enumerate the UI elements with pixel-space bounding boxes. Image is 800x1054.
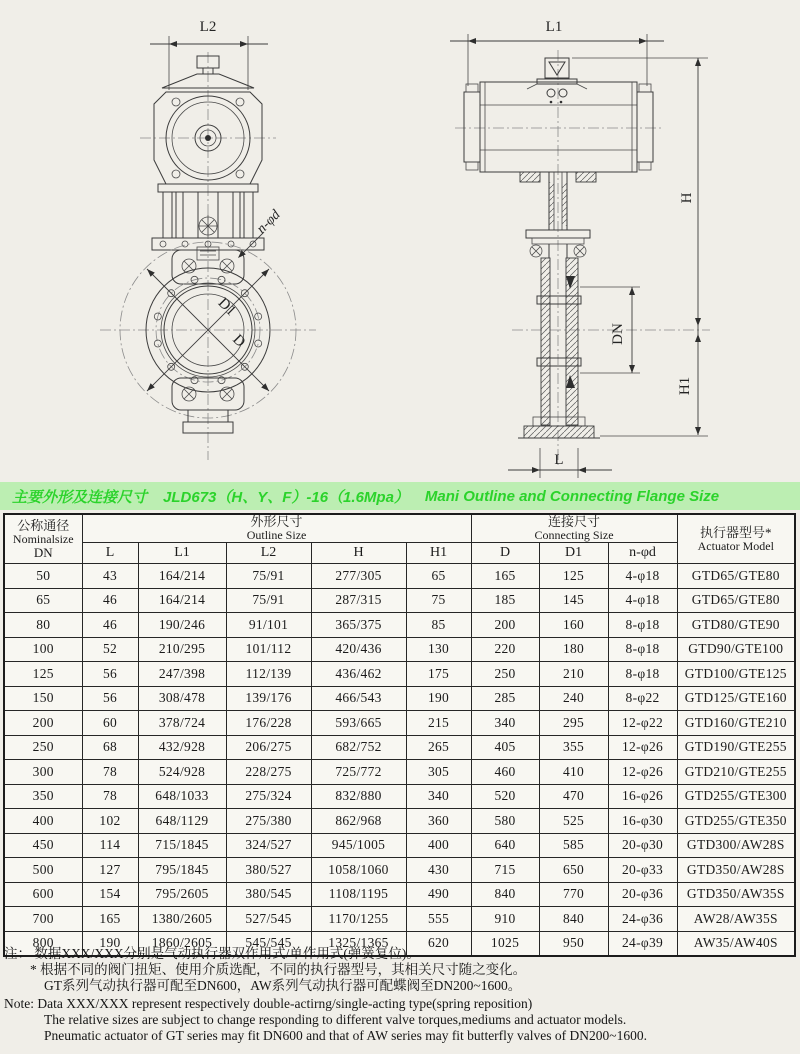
- table-cell: 600: [4, 882, 82, 907]
- table-cell: 210: [539, 662, 608, 687]
- table-cell: 150: [4, 686, 82, 711]
- table-cell: 580: [471, 809, 539, 834]
- table-row: [4, 760, 795, 785]
- table-cell: 650: [539, 858, 608, 883]
- table-cell: 450: [4, 833, 82, 858]
- table-cell: AW35/AW40S: [677, 931, 795, 956]
- table-cell: 285: [471, 686, 539, 711]
- table-cell: 380/545: [226, 882, 311, 907]
- table-cell: 164/214: [138, 588, 226, 613]
- table-cell: 420/436: [311, 637, 406, 662]
- table-cell: 24-φ36: [608, 907, 677, 932]
- table-cell: 247/398: [138, 662, 226, 687]
- table-cell: 545/545: [226, 931, 311, 956]
- table-cell: 277/305: [311, 564, 406, 589]
- dim-label-d1: D1: [214, 295, 239, 320]
- table-cell: 127: [82, 858, 138, 883]
- table-row: [4, 637, 795, 662]
- table-row: [4, 662, 795, 687]
- table-cell: 75: [406, 588, 471, 613]
- note-line-zh-3: GT系列气动执行器可配至DN600，AW系列气动执行器可配蝶阀至DN200~1600。: [44, 978, 522, 994]
- table-cell: 360: [406, 809, 471, 834]
- dim-label-h: H: [679, 192, 695, 204]
- table-cell: 65: [406, 564, 471, 589]
- table-cell: 365/375: [311, 613, 406, 638]
- table-cell: 350: [4, 784, 82, 809]
- table-cell: 154: [82, 882, 138, 907]
- table-cell: 139/176: [226, 686, 311, 711]
- table-cell: 52: [82, 637, 138, 662]
- table-cell: 355: [539, 735, 608, 760]
- table-cell: 16-φ26: [608, 784, 677, 809]
- table-cell: 340: [471, 711, 539, 736]
- table-cell: 862/968: [311, 809, 406, 834]
- table-cell: 4-φ18: [608, 564, 677, 589]
- table-cell: 114: [82, 833, 138, 858]
- dim-label-dn: DN: [610, 323, 626, 345]
- table-cell: 1325/1365: [311, 931, 406, 956]
- table-cell: 190: [82, 931, 138, 956]
- table-cell: 165: [471, 564, 539, 589]
- table-cell: GTD210/GTE255: [677, 760, 795, 785]
- table-cell: 265: [406, 735, 471, 760]
- table-cell: 165: [82, 907, 138, 932]
- header-actuator-model: [677, 514, 795, 564]
- table-cell: GTD80/GTE90: [677, 613, 795, 638]
- table-cell: 190/246: [138, 613, 226, 638]
- table-cell: GTD300/AW28S: [677, 833, 795, 858]
- table-cell: 593/665: [311, 711, 406, 736]
- table-cell: 950: [539, 931, 608, 956]
- table-cell: 215: [406, 711, 471, 736]
- table-cell: GTD190/GTE255: [677, 735, 795, 760]
- table-cell: 180: [539, 637, 608, 662]
- table-cell: 16-φ30: [608, 809, 677, 834]
- table-cell: 520: [471, 784, 539, 809]
- table-cell: 275/380: [226, 809, 311, 834]
- table-cell: 80: [4, 613, 82, 638]
- table-cell: 324/527: [226, 833, 311, 858]
- table-cell: 68: [82, 735, 138, 760]
- table-cell: 770: [539, 882, 608, 907]
- table-cell: 555: [406, 907, 471, 932]
- header-connecting-size: [471, 514, 677, 543]
- table-row: [4, 588, 795, 613]
- table-cell: 490: [406, 882, 471, 907]
- table-cell: 380/527: [226, 858, 311, 883]
- table-cell: 12-φ26: [608, 735, 677, 760]
- table-cell: 410: [539, 760, 608, 785]
- section-title-bar: [0, 482, 800, 510]
- table-cell: 400: [4, 809, 82, 834]
- note-line-zh-1: 注： 数据XXX/XXX分别是气动执行器双作用式/单作用式(弹簧复位)。: [4, 946, 420, 961]
- table-cell: 8-φ18: [608, 637, 677, 662]
- table-cell: 206/275: [226, 735, 311, 760]
- table-cell: 200: [4, 711, 82, 736]
- table-row: [4, 858, 795, 883]
- table-cell: 130: [406, 637, 471, 662]
- table-cell: 500: [4, 858, 82, 883]
- table-cell: 20-φ30: [608, 833, 677, 858]
- header-col-H: H: [311, 543, 406, 564]
- table-cell: 300: [4, 760, 82, 785]
- table-cell: 46: [82, 588, 138, 613]
- table-cell: 1380/2605: [138, 907, 226, 932]
- table-cell: 175: [406, 662, 471, 687]
- table-cell: 101/112: [226, 637, 311, 662]
- table-cell: GTD100/GTE125: [677, 662, 795, 687]
- table-row: [4, 711, 795, 736]
- header-actuator-zh: 执行器型号*: [700, 524, 772, 540]
- table-cell: 200: [471, 613, 539, 638]
- header-outline-en: Outline Size: [246, 528, 307, 542]
- table-cell: 78: [82, 784, 138, 809]
- dim-label-n-phi-d: n-φd: [254, 207, 284, 237]
- table-cell: AW28/AW35S: [677, 907, 795, 932]
- table-cell: 78: [82, 760, 138, 785]
- table-cell: 43: [82, 564, 138, 589]
- table-cell: 50: [4, 564, 82, 589]
- table-cell: 20-φ33: [608, 858, 677, 883]
- table-row: [4, 735, 795, 760]
- table-cell: GTD65/GTE80: [677, 588, 795, 613]
- table-cell: 250: [471, 662, 539, 687]
- table-cell: 1025: [471, 931, 539, 956]
- table-cell: 190: [406, 686, 471, 711]
- dim-label-h1: H1: [677, 376, 693, 396]
- dim-label-l1: L1: [545, 19, 563, 35]
- header-nominal-en: Nominalsize: [12, 531, 74, 546]
- header-col-H1: H1: [406, 543, 471, 564]
- table-cell: 945/1005: [311, 833, 406, 858]
- table-cell: 24-φ39: [608, 931, 677, 956]
- table-cell: 308/478: [138, 686, 226, 711]
- dimension-table: [3, 513, 796, 957]
- table-cell: 795/1845: [138, 858, 226, 883]
- header-col-D1: D1: [539, 543, 608, 564]
- table-cell: 20-φ36: [608, 882, 677, 907]
- table-cell: 700: [4, 907, 82, 932]
- title-model: JLD673（H、Y、F）-16（1.6Mpa）: [163, 488, 409, 506]
- table-cell: 832/880: [311, 784, 406, 809]
- header-col-n-phi-d: n-φd: [608, 543, 677, 564]
- table-cell: 648/1033: [138, 784, 226, 809]
- valve-technical-drawings: [0, 0, 800, 483]
- table-cell: 75/91: [226, 564, 311, 589]
- table-cell: 430: [406, 858, 471, 883]
- table-cell: 275/324: [226, 784, 311, 809]
- table-cell: 840: [471, 882, 539, 907]
- table-cell: 1108/1195: [311, 882, 406, 907]
- dim-label-d: D: [229, 331, 249, 351]
- table-cell: 295: [539, 711, 608, 736]
- table-cell: 1860/2605: [138, 931, 226, 956]
- table-cell: 1058/1060: [311, 858, 406, 883]
- dim-label-l: L: [554, 452, 564, 468]
- table-cell: 102: [82, 809, 138, 834]
- table-cell: 470: [539, 784, 608, 809]
- header-outline-zh: 外形尺寸: [250, 514, 303, 529]
- table-cell: 112/139: [226, 662, 311, 687]
- table-cell: 340: [406, 784, 471, 809]
- table-cell: 460: [471, 760, 539, 785]
- header-col-L: L: [82, 543, 138, 564]
- table-cell: 46: [82, 613, 138, 638]
- table-cell: 715/1845: [138, 833, 226, 858]
- header-nominal-zh: 公称通径: [17, 517, 70, 533]
- table-row: [4, 613, 795, 638]
- table-cell: 125: [539, 564, 608, 589]
- table-cell: 648/1129: [138, 809, 226, 834]
- table-cell: 210/295: [138, 637, 226, 662]
- table-cell: 145: [539, 588, 608, 613]
- table-cell: 400: [406, 833, 471, 858]
- table-cell: 75/91: [226, 588, 311, 613]
- table-cell: GTD255/GTE350: [677, 809, 795, 834]
- table-cell: GTD350/AW28S: [677, 858, 795, 883]
- table-cell: GTD65/GTE80: [677, 564, 795, 589]
- table-cell: 795/2605: [138, 882, 226, 907]
- note-line-en-3: Pneumatic actuator of GT series may fit DN600 and that of AW series may fit butterfly valves of DN200~1600.: [44, 1028, 647, 1044]
- table-cell: 525: [539, 809, 608, 834]
- table-cell: 12-φ22: [608, 711, 677, 736]
- table-cell: 56: [82, 686, 138, 711]
- table-cell: 8-φ18: [608, 613, 677, 638]
- table-cell: 240: [539, 686, 608, 711]
- table-cell: 8-φ18: [608, 662, 677, 687]
- table-cell: GTD255/GTE300: [677, 784, 795, 809]
- table-cell: 8-φ22: [608, 686, 677, 711]
- table-cell: GTD125/GTE160: [677, 686, 795, 711]
- table-body: [4, 564, 795, 957]
- header-col-L1: L1: [138, 543, 226, 564]
- table-cell: 287/315: [311, 588, 406, 613]
- table-cell: 56: [82, 662, 138, 687]
- note-line-en-1: Note: Data XXX/XXX represent respectively double-actirng/single-acting type(spring reposition): [4, 996, 533, 1012]
- header-col-L2: L2: [226, 543, 311, 564]
- header-actuator-en: Actuator Model: [697, 538, 774, 553]
- header-connecting-en: Connecting Size: [534, 528, 614, 542]
- table-cell: 250: [4, 735, 82, 760]
- table-cell: 185: [471, 588, 539, 613]
- front-view-drawing: [100, 19, 316, 460]
- title-en: Mani Outline and Connecting Flange Size: [424, 487, 720, 505]
- side-view-drawing: [450, 19, 710, 478]
- header-outline-size: [82, 514, 471, 543]
- table-cell: 160: [539, 613, 608, 638]
- table-cell: 527/545: [226, 907, 311, 932]
- table-cell: 220: [471, 637, 539, 662]
- table-row: [4, 564, 795, 589]
- note-line-zh-2: * 根据不同的阀门扭矩、使用介质选配，不同的执行器型号，其相关尺寸随之变化。: [30, 962, 527, 978]
- table-cell: 228/275: [226, 760, 311, 785]
- table-cell: 910: [471, 907, 539, 932]
- table-cell: 640: [471, 833, 539, 858]
- table-cell: 585: [539, 833, 608, 858]
- table-row: [4, 686, 795, 711]
- table-cell: 65: [4, 588, 82, 613]
- table-cell: 125: [4, 662, 82, 687]
- table-cell: 715: [471, 858, 539, 883]
- table-cell: 85: [406, 613, 471, 638]
- table-cell: 176/228: [226, 711, 311, 736]
- table-cell: 60: [82, 711, 138, 736]
- table-cell: GTD90/GTE100: [677, 637, 795, 662]
- table-row: [4, 907, 795, 932]
- table-row: [4, 784, 795, 809]
- table-cell: 432/928: [138, 735, 226, 760]
- table-cell: 840: [539, 907, 608, 932]
- table-cell: 4-φ18: [608, 588, 677, 613]
- table-cell: 725/772: [311, 760, 406, 785]
- table-cell: 91/101: [226, 613, 311, 638]
- table-cell: 1170/1255: [311, 907, 406, 932]
- table-row: [4, 882, 795, 907]
- table-cell: 466/543: [311, 686, 406, 711]
- table-cell: 100: [4, 637, 82, 662]
- notes-block: [4, 946, 798, 1045]
- table-cell: 305: [406, 760, 471, 785]
- table-cell: GTD350/AW35S: [677, 882, 795, 907]
- table-cell: 436/462: [311, 662, 406, 687]
- table-cell: 378/724: [138, 711, 226, 736]
- title-zh: 主要外形及连接尺寸: [12, 488, 148, 506]
- table-row: [4, 833, 795, 858]
- table-cell: 682/752: [311, 735, 406, 760]
- table-cell: 800: [4, 931, 82, 956]
- table-cell: 524/928: [138, 760, 226, 785]
- header-connecting-zh: 连接尺寸: [548, 514, 601, 529]
- header-nominal-size: [4, 514, 82, 564]
- table-cell: 405: [471, 735, 539, 760]
- note-line-en-2: The relative sizes are subject to change responding to different valve torques,mediums and actuator models.: [44, 1012, 627, 1028]
- header-nominal-dn: DN: [33, 544, 53, 560]
- table-cell: GTD160/GTE210: [677, 711, 795, 736]
- table-row: [4, 809, 795, 834]
- dim-label-l2: L2: [199, 19, 217, 35]
- table-cell: 164/214: [138, 564, 226, 589]
- header-col-D: D: [471, 543, 539, 564]
- table-cell: 12-φ26: [608, 760, 677, 785]
- table-cell: 620: [406, 931, 471, 956]
